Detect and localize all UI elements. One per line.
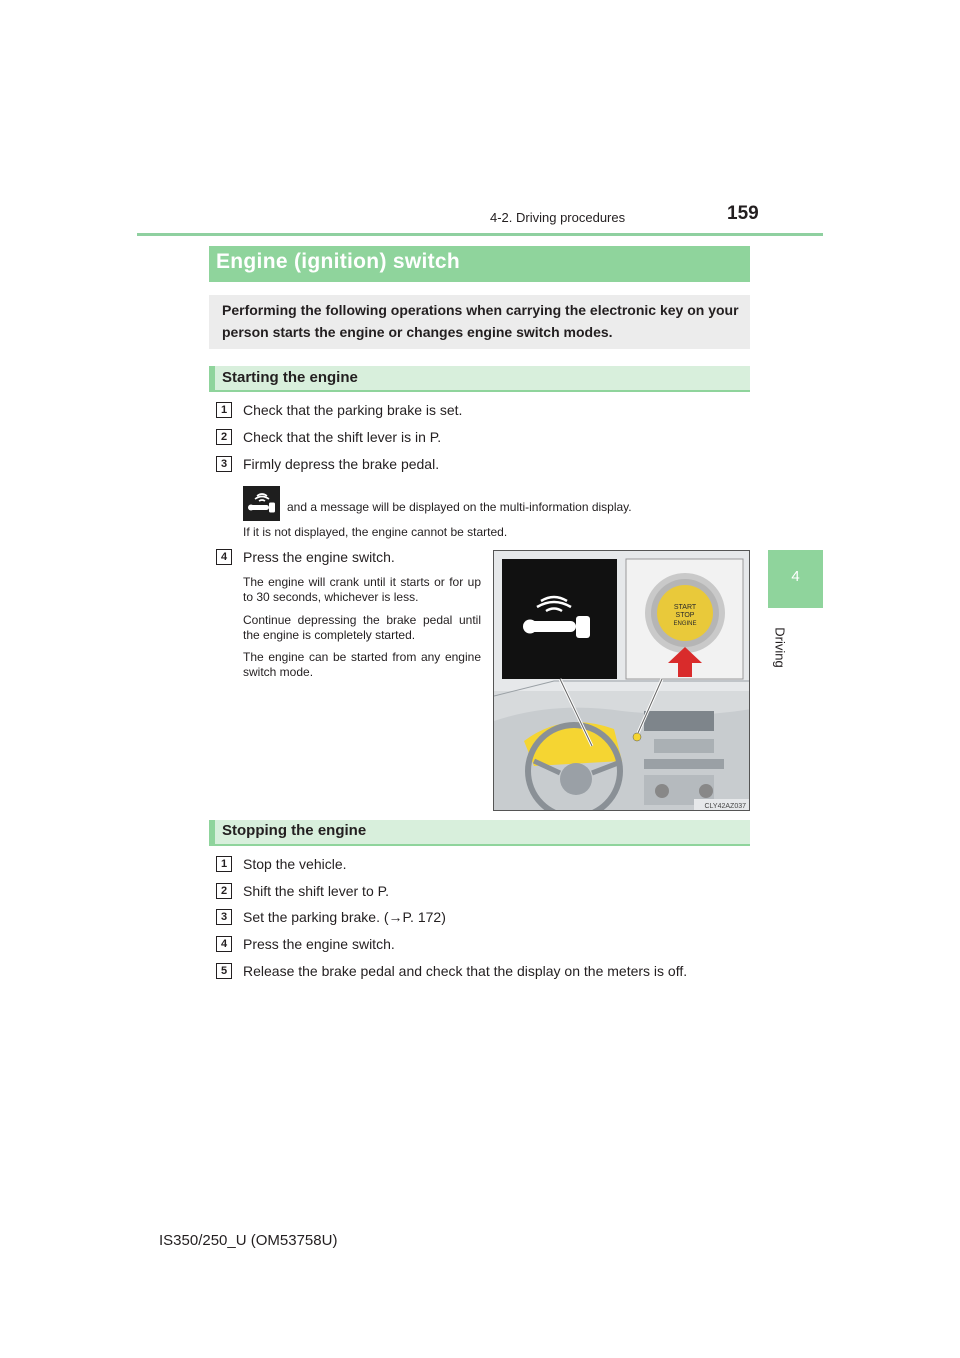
step-number: 1 — [216, 856, 232, 872]
chapter-number: 4 — [791, 568, 800, 585]
step-number: 5 — [216, 963, 232, 979]
step-text: Shift the shift lever to P. — [243, 883, 390, 899]
step-number: 2 — [216, 883, 232, 899]
start-button-label: START — [673, 604, 697, 611]
stop-button-label: STOP — [675, 612, 695, 619]
step-note: The engine will crank until it starts or for up to 30 seconds, whichever is less. — [243, 575, 481, 604]
step-note: The engine can be started from any engine switch mode. — [243, 650, 481, 679]
page-number: 159 — [727, 203, 759, 224]
step-text: Set the parking brake. (→P. 172) — [243, 909, 446, 925]
step-text: Check that the parking brake is set. — [243, 402, 463, 418]
step-number: 3 — [216, 456, 232, 472]
model-footer: IS350/250_U (OM53758U) — [159, 1232, 338, 1249]
step-number: 3 — [216, 909, 232, 925]
key-indicator-icon — [243, 486, 280, 521]
step-text: Firmly depress the brake pedal. — [243, 456, 440, 472]
step-text: Release the brake pedal and check that the display on the meters is off. — [243, 963, 688, 979]
header-rule — [137, 233, 823, 236]
step-text: Stop the vehicle. — [243, 856, 347, 872]
step-text: Press the engine switch. — [243, 549, 395, 565]
step-note: Continue depressing the brake pedal until the engine is completely started. — [243, 613, 481, 642]
step-number: 4 — [216, 549, 232, 565]
figure-code: CLY42AZ037 — [704, 803, 746, 810]
step-number: 4 — [216, 936, 232, 952]
not-displayed-note: If it is not displayed, the engine cannot be started. — [243, 525, 508, 539]
chapter-label: Driving — [772, 627, 788, 668]
stopping-heading: Stopping the engine — [222, 822, 367, 839]
step-text: Check that the shift lever is in P. — [243, 429, 442, 445]
starting-heading: Starting the engine — [222, 369, 358, 386]
dashboard-illustration — [494, 551, 750, 811]
step-text: Press the engine switch. — [243, 936, 395, 952]
page-title: Engine (ignition) switch — [216, 250, 461, 273]
smart-access-indicator — [243, 486, 280, 521]
intro-text: Performing the following operations when carrying the electronic key on your person starts the engine or changes engine switch modes. — [222, 302, 739, 340]
indicator-note: and a message will be displayed on the multi-information display. — [287, 500, 632, 514]
section-title: 4-2. Driving procedures — [490, 210, 626, 225]
engine-switch-figure — [493, 550, 750, 811]
step-number: 1 — [216, 402, 232, 418]
step-number: 2 — [216, 429, 232, 445]
engine-button-label: ENGINE — [673, 621, 697, 627]
